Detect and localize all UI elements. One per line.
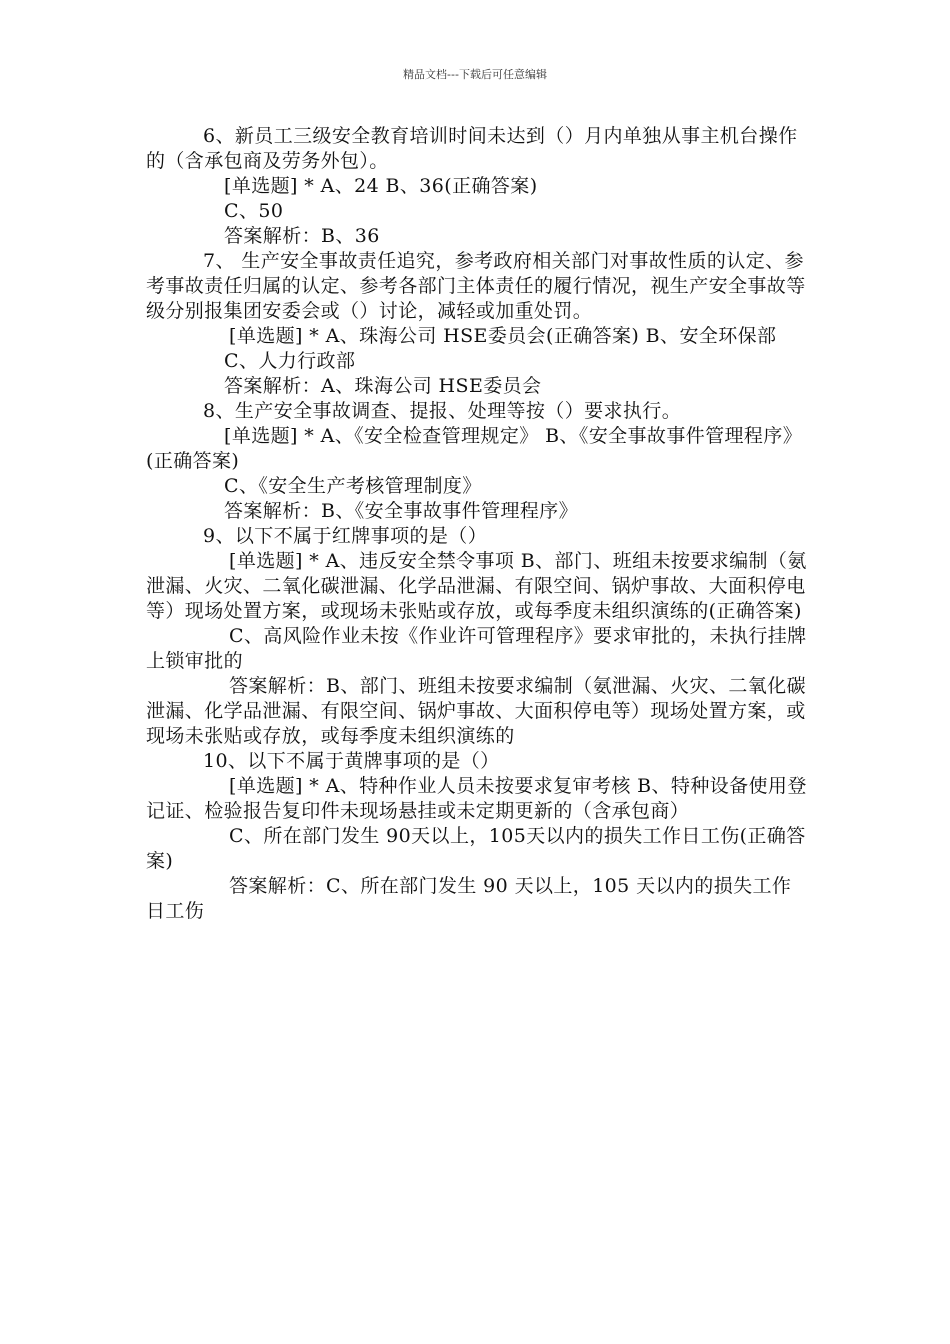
question-10: 10、以下不属于黄牌事项的是（）	[203, 750, 500, 772]
question-6: 6、新员工三级安全教育培训时间未达到（）月内单独从事主机台操作的（含承包商及劳务外包）。	[146, 125, 798, 172]
question-8-option-c: C、《安全生产考核管理制度》	[224, 475, 482, 497]
question-7-option-c: C、人力行政部	[224, 350, 356, 372]
question-8-answer: 答案解析：B、《安全事故事件管理程序》	[224, 500, 579, 522]
question-10-answer: 答案解析：C、所在部门发生 90 天以上，105 天以内的损失工作日工伤	[146, 875, 792, 922]
question-9: 9、以下不属于红牌事项的是（）	[203, 525, 488, 547]
page-header: 精品文档---下载后可任意编辑	[403, 68, 547, 81]
question-6-option-c: C、50	[224, 200, 284, 222]
question-9-options: [单选题] * A、违反安全禁令事项 B、部门、班组未按要求编制（氨泄漏、火灾、二氧化碳泄漏、化学品泄漏、有限空间、锅炉事故、大面积停电等）现场处置方案，或现场未张贴或存放，或每季度未组织演练的(正确答案)	[146, 550, 807, 622]
question-7: 7、 生产安全事故责任追究，参考政府相关部门对事故性质的认定、参考事故责任归属的认定、参考各部门主体责任的履行情况，视生产安全事故等级分别报集团安委会或（）讨论，减轻或加重处罚。	[146, 250, 806, 322]
question-10-option-c: C、所在部门发生 90天以上，105天以内的损失工作日工伤(正确答案)	[146, 825, 806, 872]
question-7-options: [单选题] * A、珠海公司 HSE委员会(正确答案) B、安全环保部	[229, 325, 777, 347]
question-8-options: [单选题] * A、《安全检查管理规定》 B、《安全事故事件管理程序》(正确答案)	[146, 425, 803, 472]
question-7-answer: 答案解析：A、珠海公司 HSE委员会	[224, 375, 542, 397]
question-9-option-c: C、高风险作业未按《作业许可管理程序》要求审批的，未执行挂牌上锁审批的	[146, 625, 807, 672]
question-10-options: [单选题] * A、特种作业人员未按要求复审考核 B、特种设备使用登记证、检验报告复印件未现场悬挂或未定期更新的（含承包商）	[146, 775, 807, 822]
question-8: 8、生产安全事故调查、提报、处理等按（）要求执行。	[203, 400, 682, 422]
question-6-options: [单选题] * A、24 B、36(正确答案)	[224, 175, 538, 197]
document-body	[146, 124, 810, 924]
question-6-answer: 答案解析：B、36	[224, 225, 380, 247]
question-9-answer: 答案解析：B、部门、班组未按要求编制（氨泄漏、火灾、二氧化碳泄漏、化学品泄漏、有限空间、锅炉事故、大面积停电等）现场处置方案，或现场未张贴或存放，或每季度未组织演练的	[146, 675, 806, 747]
